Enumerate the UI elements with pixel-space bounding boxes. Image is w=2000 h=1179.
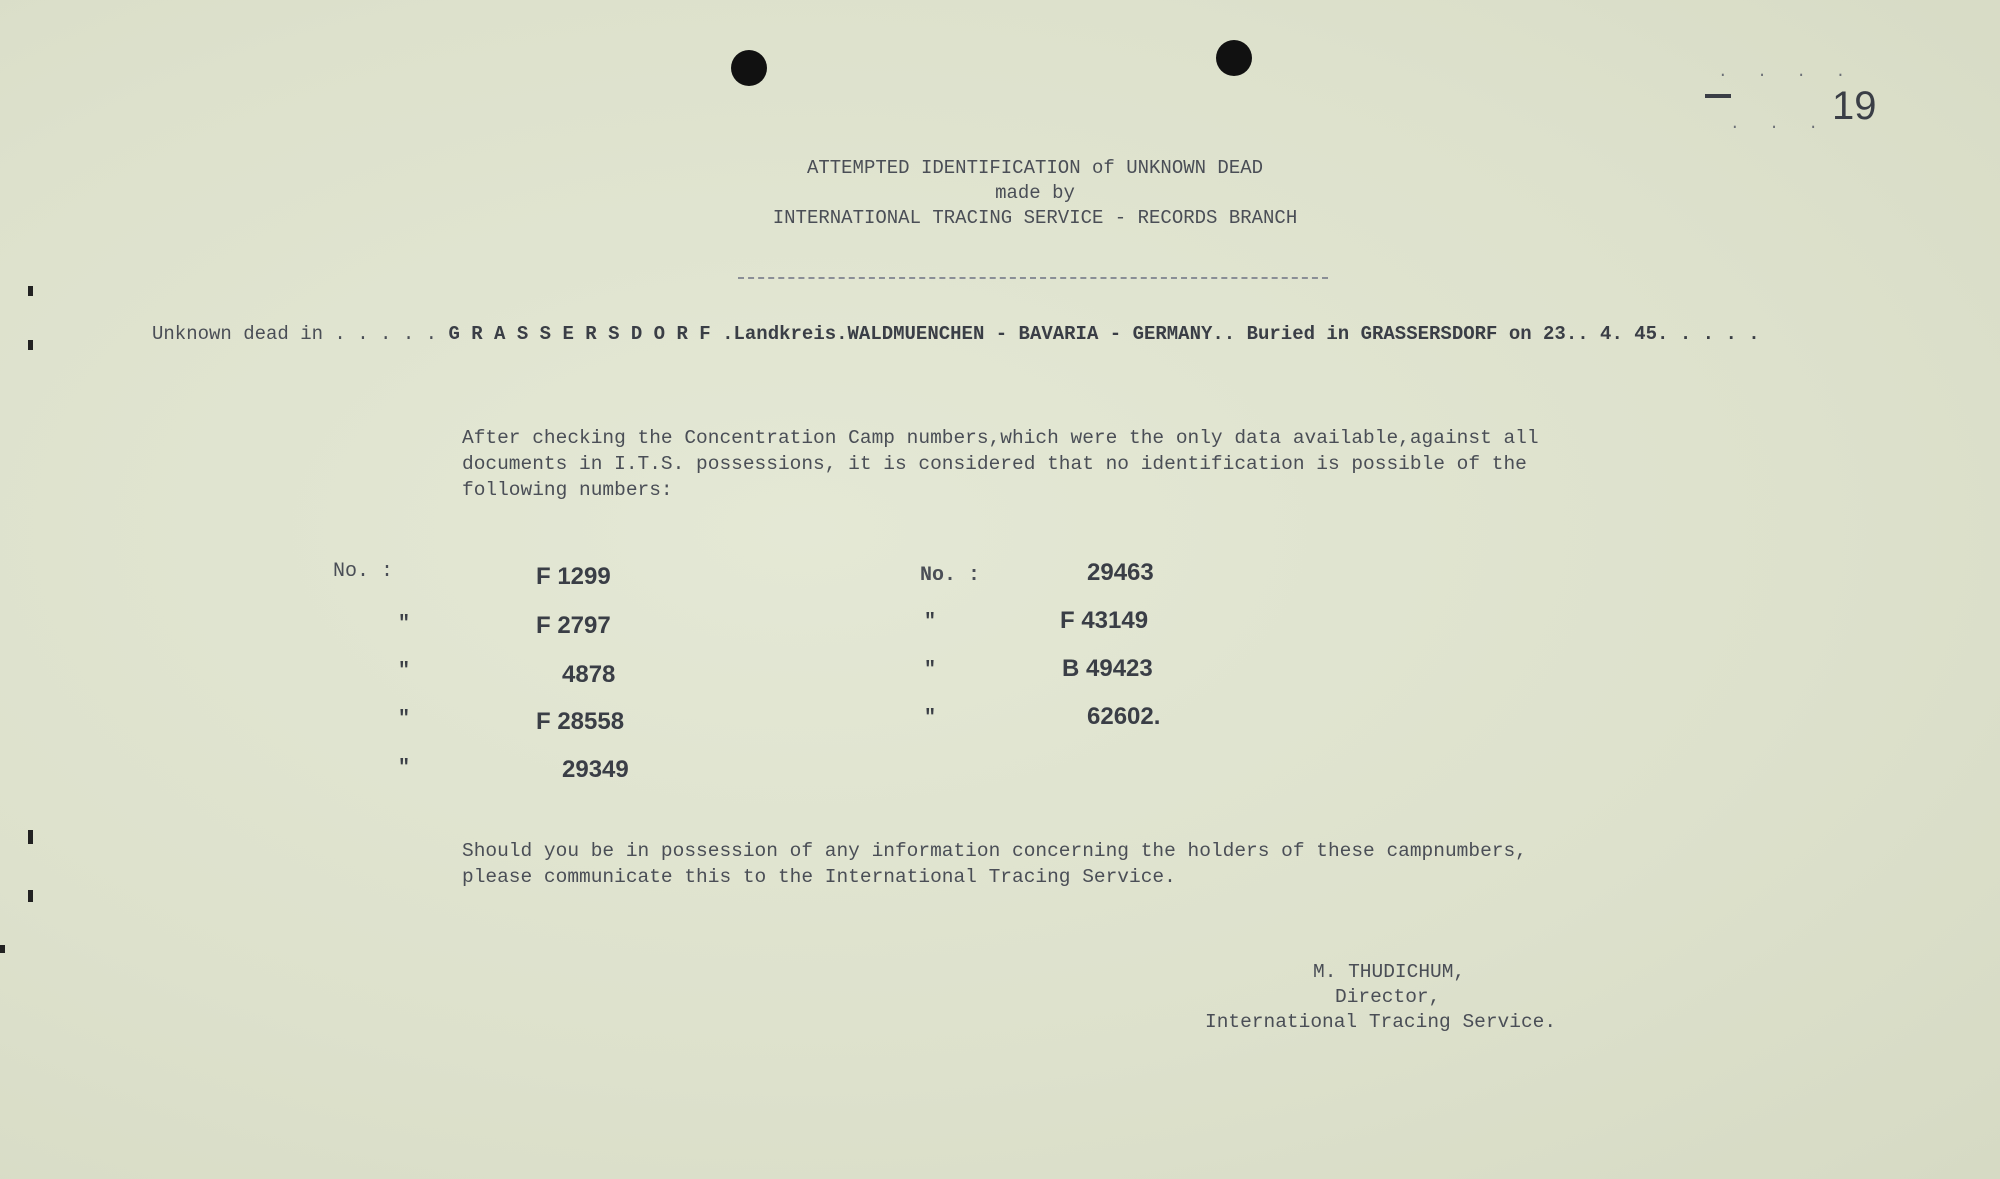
number-label: No. : bbox=[920, 564, 981, 587]
paragraph-line: Should you be in possession of any information concerning the holders of these campnumbers, bbox=[462, 840, 1527, 862]
signatory-organization: International Tracing Service. bbox=[1205, 1011, 1557, 1033]
ditto-mark: " bbox=[924, 659, 937, 682]
camp-number: B 49423 bbox=[1062, 655, 1153, 682]
edge-mark bbox=[28, 340, 33, 350]
document-header bbox=[700, 156, 1370, 231]
stamp-dots: · · · bbox=[1730, 118, 1829, 136]
number-label: No. : bbox=[333, 560, 394, 583]
ditto-mark: " bbox=[398, 660, 411, 683]
camp-number: F 43149 bbox=[1060, 607, 1149, 634]
camp-number: F 2797 bbox=[536, 612, 611, 639]
edge-mark bbox=[28, 890, 33, 902]
camp-number: 4878 bbox=[562, 661, 616, 688]
edge-mark bbox=[28, 830, 33, 844]
information-request-paragraph bbox=[462, 838, 1642, 890]
stamp-dots: · · · · bbox=[1718, 66, 1856, 84]
camp-number: 29349 bbox=[562, 756, 629, 783]
paragraph-line: please communicate this to the International Tracing Service. bbox=[462, 866, 1176, 888]
edge-mark bbox=[28, 286, 33, 296]
unknown-dead-label: Unknown dead in . . . . . bbox=[152, 323, 438, 345]
header-divider bbox=[738, 277, 1328, 279]
header-organization: INTERNATIONAL TRACING SERVICE - RECORDS BRANCH bbox=[772, 207, 1298, 229]
signatory-title: Director, bbox=[1335, 986, 1441, 1008]
ditto-mark: " bbox=[398, 613, 411, 636]
camp-number: F 28558 bbox=[536, 708, 625, 735]
page-number: 19 bbox=[1832, 84, 1877, 128]
camp-number: 62602. bbox=[1087, 703, 1161, 730]
header-made-by: made by bbox=[995, 182, 1075, 204]
unknown-dead-place: G R A S S E R S D O R F .Landkreis.WALDMUENCHEN - BAVARIA - GERMANY.. Buried in GRASSERSDORF on 23.. 4. 45. . . . . bbox=[448, 323, 1760, 345]
unknown-dead-line bbox=[152, 323, 1760, 345]
paragraph-line: After checking the Concentration Camp numbers,which were the only data available,against all bbox=[462, 427, 1539, 449]
edge-mark bbox=[0, 945, 5, 953]
checking-paragraph bbox=[462, 425, 1642, 503]
ditto-mark: " bbox=[924, 611, 937, 634]
ditto-mark: " bbox=[398, 708, 411, 731]
camp-number: 29463 bbox=[1087, 559, 1154, 586]
ditto-mark: " bbox=[398, 757, 411, 780]
page-number-dash bbox=[1705, 94, 1731, 98]
paragraph-line: following numbers: bbox=[462, 479, 673, 501]
ditto-mark: " bbox=[924, 707, 937, 730]
camp-number: F 1299 bbox=[536, 563, 611, 590]
paragraph-line: documents in I.T.S. possessions, it is considered that no identification is possible of the bbox=[462, 453, 1527, 475]
punch-hole-right bbox=[1216, 40, 1252, 76]
header-title: ATTEMPTED IDENTIFICATION of UNKNOWN DEAD bbox=[806, 157, 1264, 179]
punch-hole-left bbox=[731, 50, 767, 86]
signature-block bbox=[1205, 960, 1605, 1035]
signatory-name: M. THUDICHUM, bbox=[1313, 961, 1466, 983]
